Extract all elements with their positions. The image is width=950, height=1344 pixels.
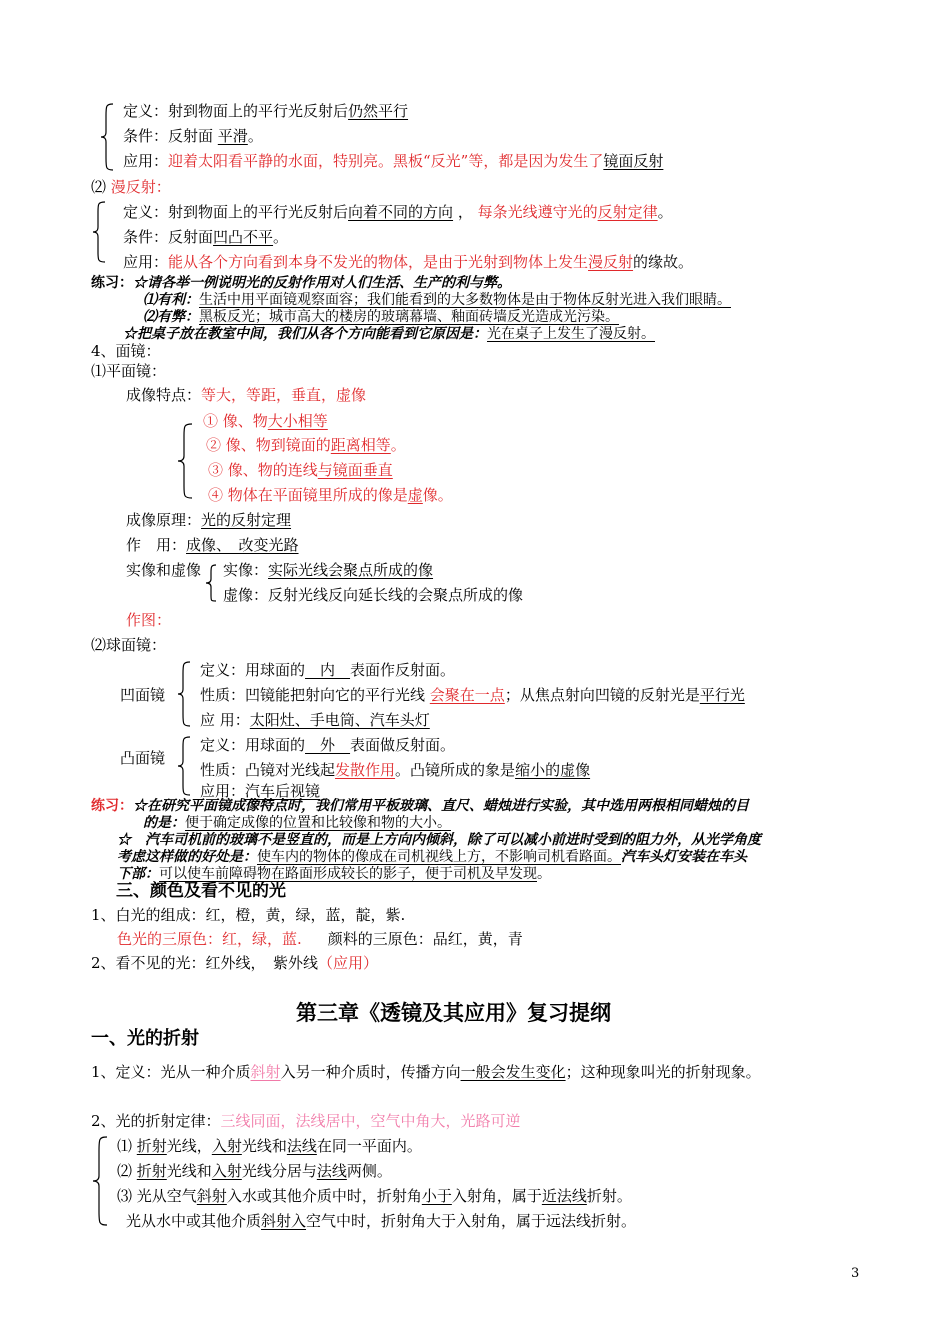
white-light-line: 1、白光的组成：红，橙，黄，绿，蓝，靛，紫.	[91, 906, 406, 924]
convex-mirror-label: 凸面镜	[120, 749, 166, 767]
practice-2-question-1: 练习：☆在研究平面镜成像特点时，我们常用平板玻璃、直尺、蜡烛进行实验，其中选用两根相同蜡烛的目	[91, 798, 749, 814]
specular-bracket	[101, 102, 115, 172]
color-heading: 三、颜色及看不见的光	[116, 881, 286, 901]
practice-2-answer-1: 的是：便于确定成像的位置和比较像和物的大小。	[143, 815, 451, 831]
imaging-principle: 成像原理：光的反射定理	[126, 511, 292, 529]
mirror-heading: 4、面镜：	[91, 342, 161, 360]
real-image: 实像：实际光线会聚点所成的像	[223, 561, 434, 579]
refraction-definition: 1、定义：光从一种介质斜射入另一种介质时，传播方向一般会发生变化；这种现象叫光的折射现象。	[91, 1063, 761, 1081]
refraction-rule-2: ⑵ 折射光线和入射光线分居与法线两侧。	[117, 1162, 392, 1180]
refraction-rule-1: ⑴ 折射光线，入射光线和法线在同一平面内。	[117, 1137, 422, 1155]
spherical-mirror-title: ⑵球面镜：	[91, 636, 167, 654]
concave-application: 应 用：太阳灶、手电筒、汽车头灯	[200, 711, 430, 729]
practice-1-question-2: ☆把桌子放在教室中间，我们从各个方向能看到它原因是：光在桌子上发生了漫反射。	[123, 326, 655, 342]
refraction-heading: 一、光的折射	[91, 1028, 199, 1049]
practice-1-pro: ⑴有利：生活中用平面镜观察面容；我们能看到的大多数物体是由于物体反射光进入我们眼睛。	[143, 292, 731, 308]
virtual-image: 虚像：反射光线反向延长线的会聚点所成的像	[223, 586, 524, 604]
specular-condition: 条件：反射面 平滑。	[123, 127, 263, 145]
concave-mirror-label: 凹面镜	[120, 686, 166, 704]
specular-definition: 定义：射到物面上的平行光反射后仍然平行	[123, 102, 409, 120]
image-features: 成像特点：等大，等距，垂直，虚像	[126, 386, 367, 404]
primary-colors-line: 色光的三原色：红，绿，蓝. 颜料的三原色：品红，黄，青	[117, 930, 523, 948]
refraction-rule-4: 光从水中或其他介质斜射入空气中时，折射角大于入射角，属于远法线折射。	[126, 1212, 637, 1230]
refraction-bracket	[93, 1135, 109, 1227]
chapter-title: 第三章《透镜及其应用》复习提纲	[296, 1001, 611, 1025]
diffuse-definition: 定义：射到物面上的平行光反射后向着不同的方向 ， 每条光线遵守光的反射定律。	[123, 203, 673, 221]
practice-2-answer-2: 考虑这样做的好处是：使车内的物体的像成在司机视线上方，不影响司机看路面。汽车头灯安装在车头	[117, 849, 747, 865]
practice-1-question: 练习：☆请各举一例说明光的反射作用对人们生活、生产的利与弊。	[91, 275, 511, 291]
refraction-rule-3: ⑶ 光从空气斜射入水或其他介质中时，折射角小于入射角，属于近法线折射。	[117, 1187, 632, 1205]
features-bracket	[178, 422, 194, 500]
practice-2-answer-3: 下部：可以使车前障碍物在路面形成较长的影子，便于司机及早发现。	[117, 866, 551, 882]
feature-1: ① 像、物大小相等	[203, 412, 328, 430]
feature-2: ② 像、物到镜面的距离相等。	[206, 436, 406, 454]
convex-property: 性质：凸镜对光线起发散作用。凸镜所成的象是缩小的虚像	[200, 761, 591, 779]
invisible-light-line: 2、看不见的光：红外线， 紫外线（应用）	[91, 954, 379, 972]
feature-3: ③ 像、物的连线与镜面垂直	[208, 461, 393, 479]
convex-application: 应用：汽车后视镜	[200, 782, 321, 800]
specular-application: 应用：迎着太阳看平静的水面，特别亮。黑板“反光”等，都是因为发生了镜面反射	[123, 152, 664, 170]
concave-bracket	[178, 660, 192, 728]
concave-property: 性质：凹镜能把射向它的平行光线 会聚在一点；从焦点射向凹镜的反射光是平行光	[200, 686, 745, 704]
practice-1-con: ⑵有弊：黑板反光；城市高大的楼房的玻璃幕墙、釉面砖墙反光造成光污染。	[143, 309, 619, 325]
diffuse-title: ⑵ 漫反射：	[91, 178, 171, 196]
convex-definition: 定义：用球面的 外 表面做反射面。	[200, 736, 456, 754]
feature-4: ④ 物体在平面镜里所成的像是虚像。	[208, 486, 453, 504]
mirror-function: 作 用：成像、 改变光路	[126, 536, 299, 554]
practice-2-question-2: ☆ 汽车司机前的玻璃不是竖直的，而是上方向内倾斜，除了可以减小前进时受到的阻力外，从光学角度	[117, 832, 761, 848]
page-number: 3	[851, 1266, 860, 1281]
plane-mirror-title: ⑴平面镜：	[91, 362, 167, 380]
drawing-label: 作图：	[126, 611, 172, 629]
diffuse-condition: 条件：反射面凹凸不平。	[123, 228, 289, 246]
real-virtual-label: 实像和虚像	[126, 561, 202, 579]
refraction-law: 2、光的折射定律：三线同面，法线居中，空气中角大，光路可逆	[91, 1112, 521, 1130]
concave-definition: 定义：用球面的 内 表面作反射面。	[200, 661, 456, 679]
rv-bracket	[206, 563, 218, 603]
diffuse-bracket	[93, 200, 107, 264]
convex-bracket	[178, 735, 192, 797]
diffuse-application: 应用：能从各个方向看到本身不发光的物体，是由于光射到物体上发生漫反射的缘故。	[123, 253, 694, 271]
